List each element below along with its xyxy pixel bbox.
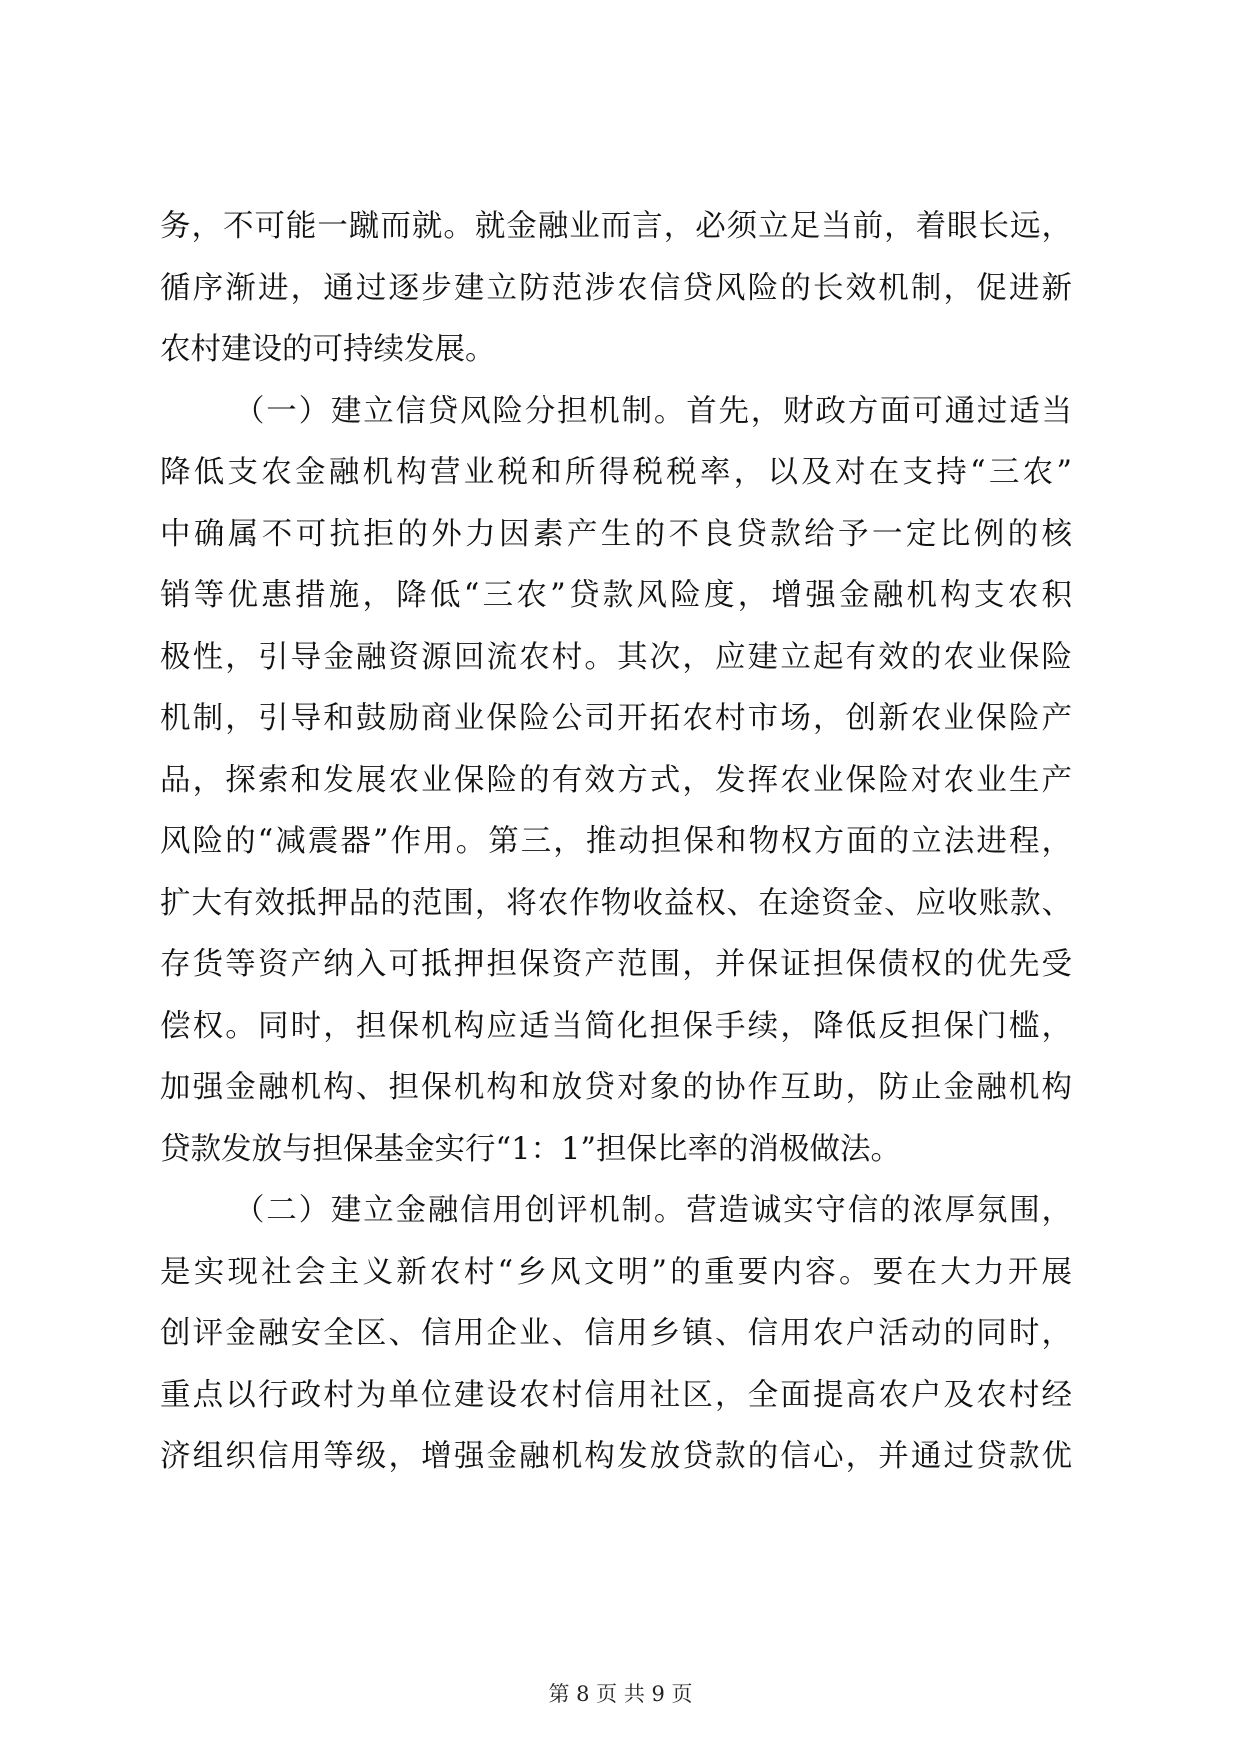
page-number: 第 8 页 共 9 页 — [548, 1682, 693, 1706]
text-line: 存货等资产纳入可抵押担保资产范围，并保证担保债权的优先受 — [160, 947, 1072, 982]
text-line: 济组织信用等级，增强金融机构发放贷款的信心，并通过贷款优 — [160, 1439, 1072, 1474]
text-line: 中确属不可抗拒的外力因素产生的不良贷款给予一定比例的核 — [160, 516, 1072, 552]
body-text — [160, 196, 1072, 1488]
text-line: 品，探索和发展农业保险的有效方式，发挥农业保险对农业生产 — [160, 762, 1072, 798]
text-line: 贷款发放与担保基金实行“1：1”担保比率的消极做法。 — [160, 1131, 901, 1167]
text-line: 降低支农金融机构营业税和所得税税率，以及对在支持“三农” — [160, 455, 1072, 490]
text-line: 重点以行政村为单位建设农村信用社区，全面提高农户及农村经 — [160, 1377, 1072, 1413]
text-line: 销等优惠措施，降低“三农”贷款风险度，增强金融机构支农积 — [160, 578, 1072, 613]
text-line: 务，不可能一蹴而就。就金融业而言，必须立足当前，着眼长远， — [160, 209, 1072, 244]
text-line: 循序渐进，通过逐步建立防范涉农信贷风险的长效机制，促进新 — [160, 270, 1072, 306]
paragraph-heading-line: （二）建立金融信用创评机制。营造诚实守信的浓厚氛围， — [234, 1193, 1072, 1228]
paragraph-heading-line: （一）建立信贷风险分担机制。首先，财政方面可通过适当 — [234, 393, 1072, 429]
text-line: 加强金融机构、担保机构和放贷对象的协作互助，防止金融机构 — [160, 1070, 1072, 1105]
text-line: 扩大有效抵押品的范围，将农作物收益权、在途资金、应收账款、 — [160, 885, 1072, 921]
text-line: 偿权。同时，担保机构应适当简化担保手续，降低反担保门槛， — [160, 1008, 1072, 1044]
text-line: 机制，引导和鼓励商业保险公司开拓农村市场，创新农业保险产 — [160, 701, 1072, 736]
page-footer — [0, 1681, 1241, 1707]
text-line: 创评金融安全区、信用企业、信用乡镇、信用农户活动的同时， — [160, 1316, 1072, 1351]
text-line: 极性，引导金融资源回流农村。其次，应建立起有效的农业保险 — [160, 639, 1072, 675]
text-line: 农村建设的可持续发展。 — [160, 332, 496, 367]
text-line: 是实现社会主义新农村“乡风文明”的重要内容。要在大力开展 — [160, 1254, 1072, 1290]
text-line: 风险的“减震器”作用。第三，推动担保和物权方面的立法进程， — [160, 824, 1072, 859]
